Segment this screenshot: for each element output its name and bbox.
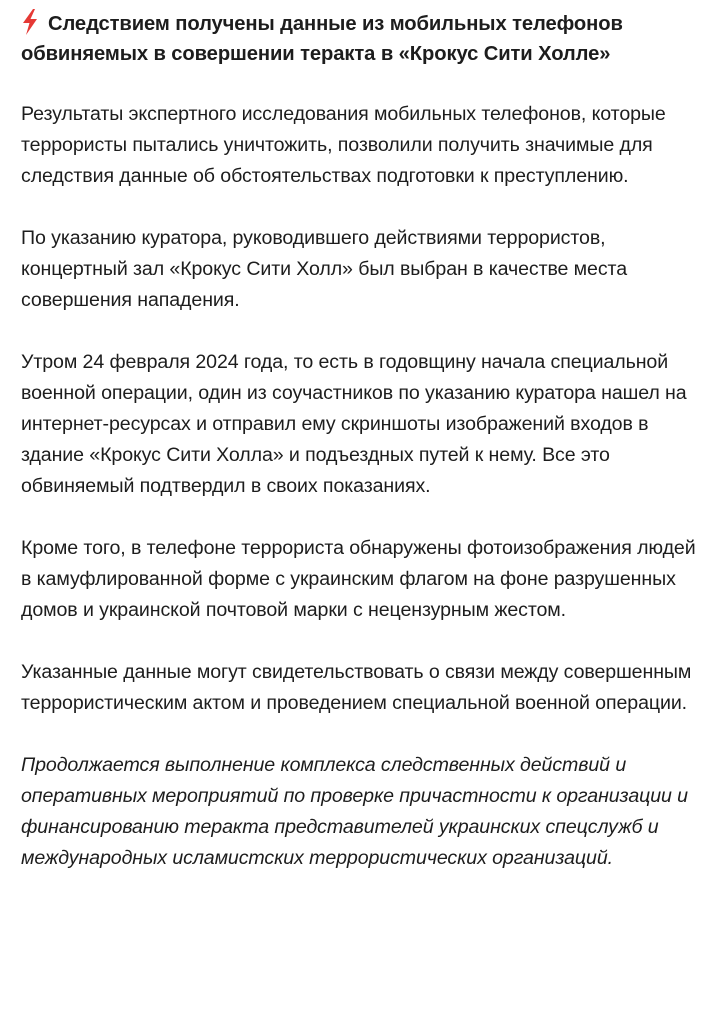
post-title: Следствием получены данные из мобильных телефонов обвиняемых в совершении теракта в «Крокус Сити Холле» [21, 13, 623, 65]
lightning-bolt-icon [21, 9, 39, 35]
post-headline [21, 9, 698, 69]
paragraph-february-screenshots: Утром 24 февраля 2024 года, то есть в годовщину начала специальной военной операции, один из соучастников по указанию куратора нашел на интернет-ресурсах и отправил ему скриншоты изображений входов в здание «Крокус Сити Холла» и подъездных путей к нему. Все это обвиняемый подтвердил в своих показаниях. [21, 351, 687, 497]
paragraph-ongoing-investigation: Продолжается выполнение комплекса следственных действий и оперативных мероприятий по проверке причастности к организации и финансированию теракта представителей украинских спецслужб и международных исламистских террористических организаций. [21, 754, 688, 869]
paragraph-expert-study: Результаты экспертного исследования мобильных телефонов, которые террористы пытались уничтожить, позволили получить значимые для следствия данные об обстоятельствах подготовки к преступлению. [21, 103, 666, 187]
paragraph-curator-choice: По указанию куратора, руководившего действиями террористов, концертный зал «Крокус Сити Холл» был выбран в качестве места совершения нападения. [21, 227, 627, 311]
paragraph-connection: Указанные данные могут свидетельствовать о связи между совершенным террористическим актом и проведением специальной военной операции. [21, 661, 692, 714]
paragraph-phone-photos: Кроме того, в телефоне террориста обнаружены фотоизображения людей в камуфлированной форме с украинским флагом на фоне разрушенных домов и украинской почтовой марки с нецензурным жестом. [21, 537, 696, 621]
